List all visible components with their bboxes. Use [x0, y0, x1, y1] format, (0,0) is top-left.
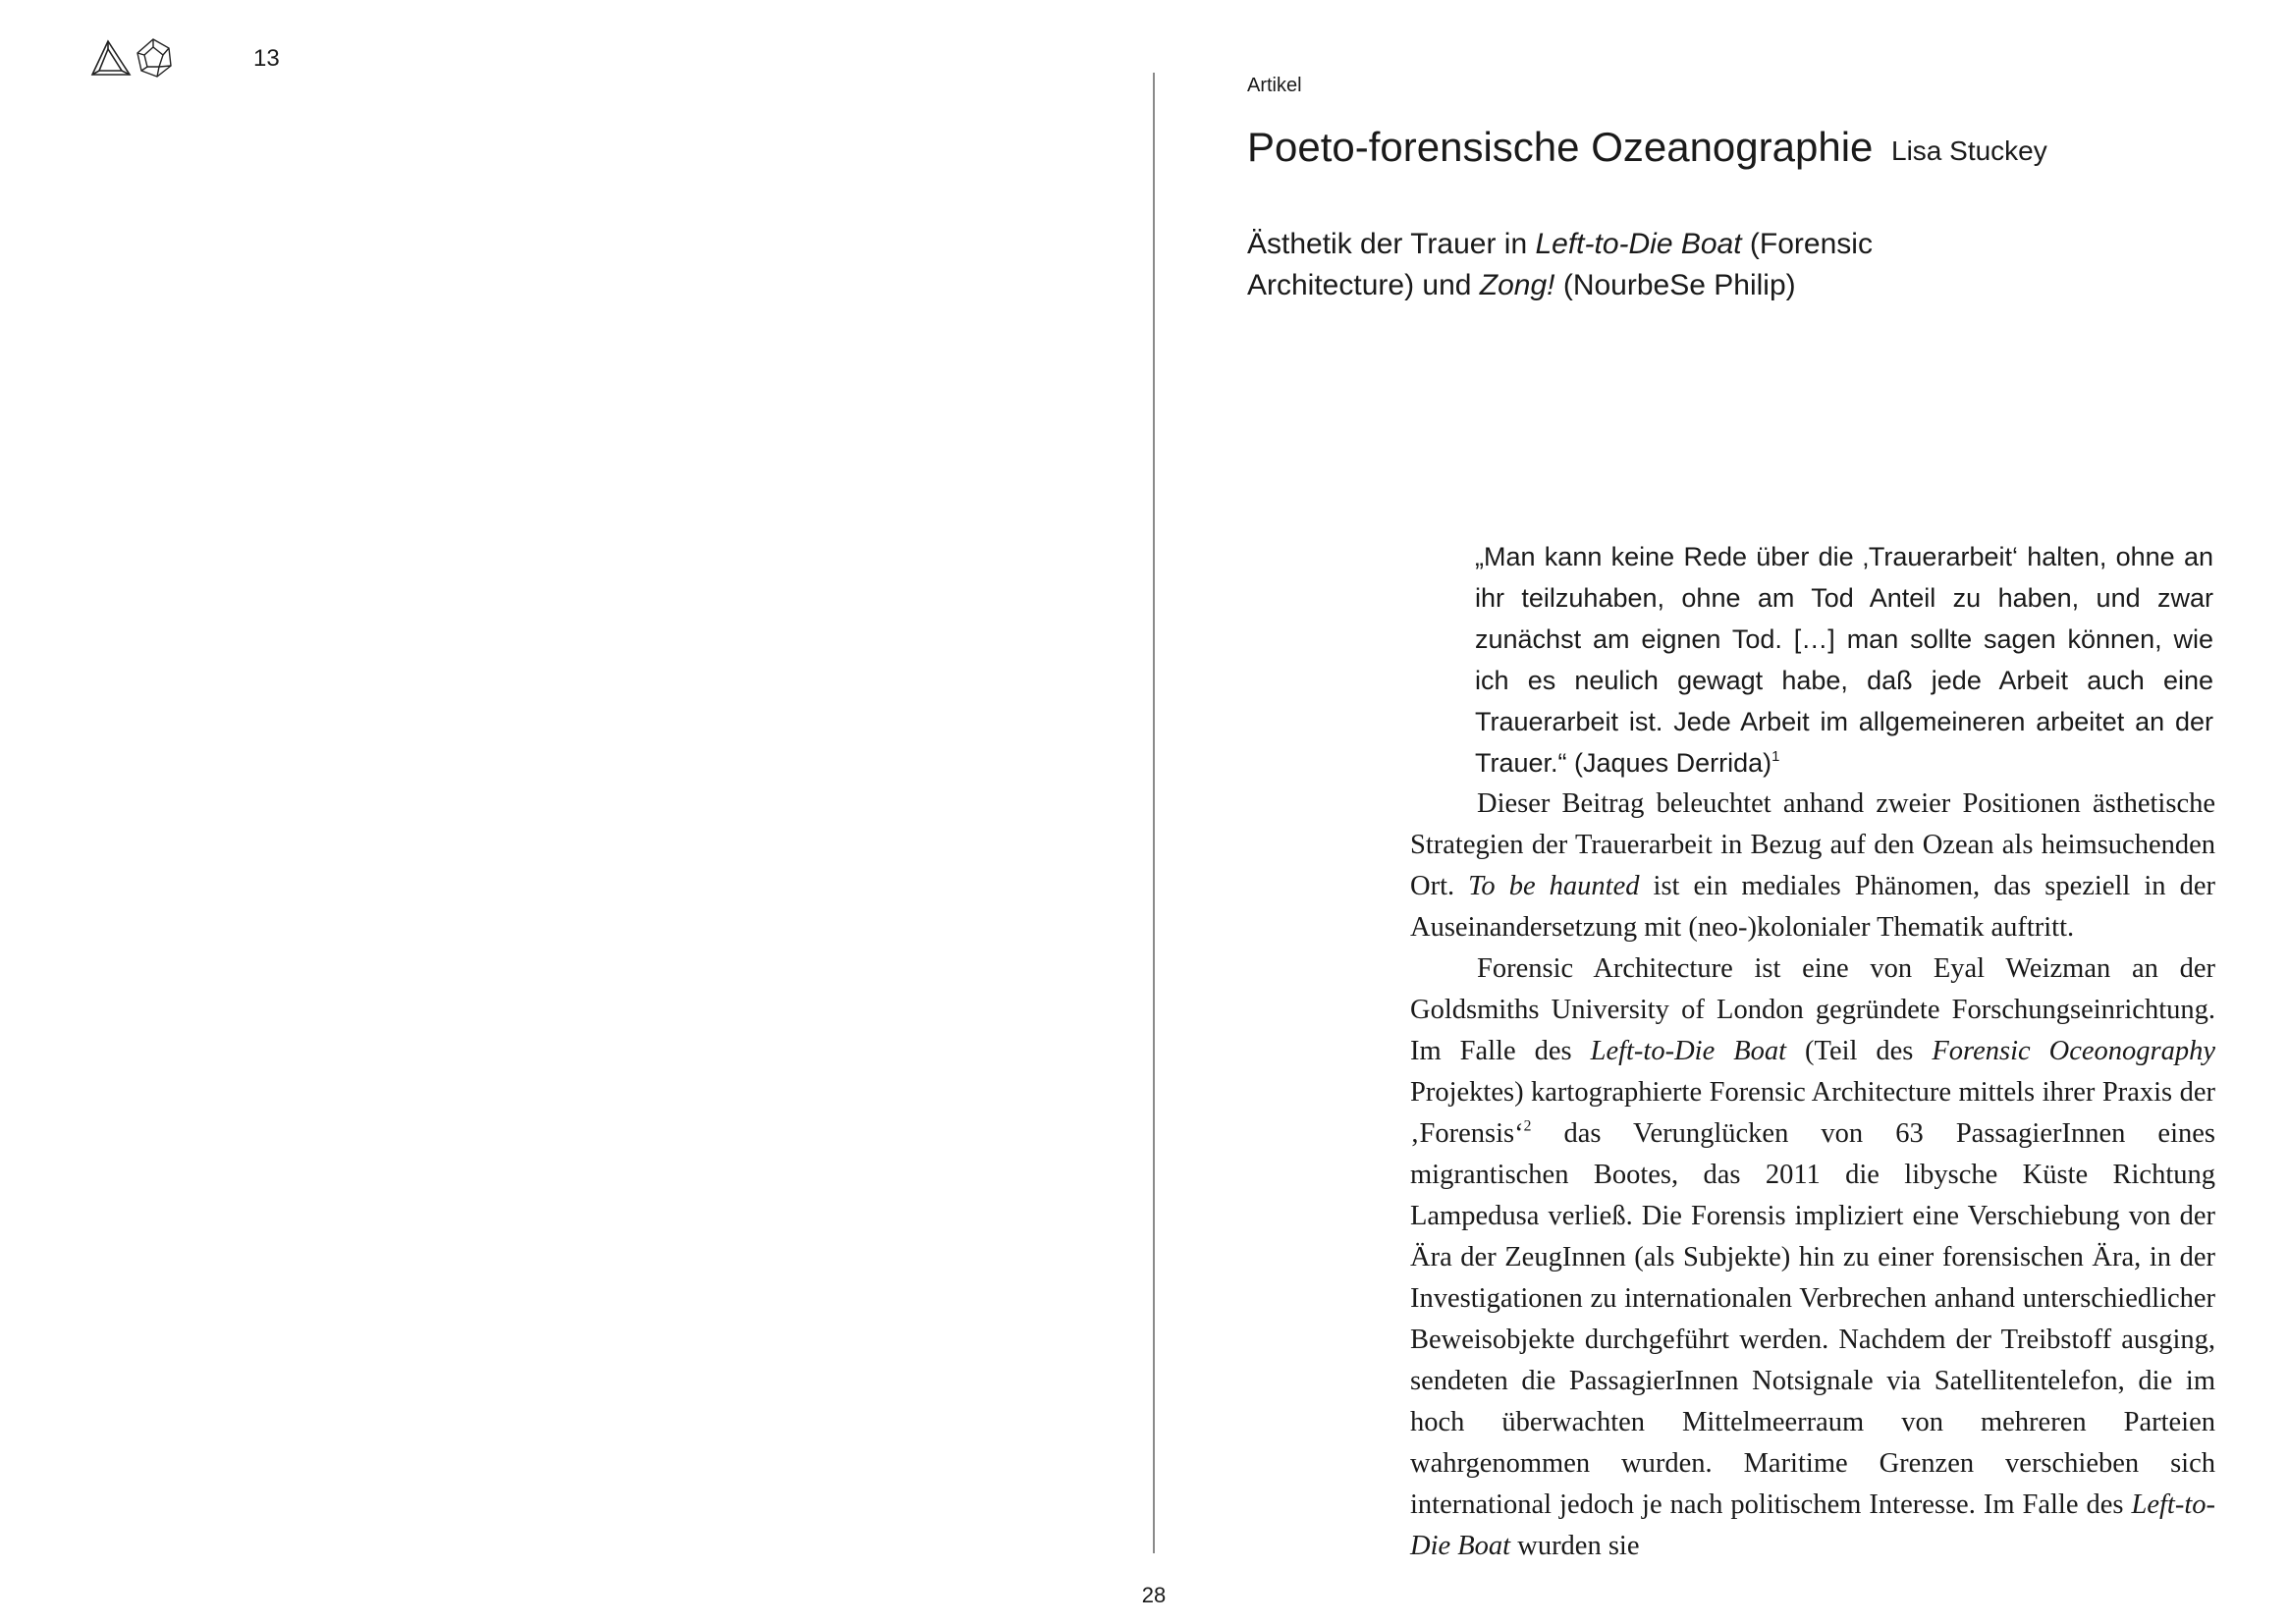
paragraph-text: (Teil des: [1786, 1036, 1933, 1066]
article-subtitle: [1247, 224, 1876, 306]
paragraph-text: Forensic Architecture ist eine von Eyal Weizman an der Goldsmiths University of London gegründete Forschungseinrichtung. Im Falle des: [1410, 953, 2215, 1066]
page-number: 28: [1141, 1583, 1167, 1607]
section-label: Artikel: [1247, 75, 1302, 96]
epigraph-text: „Man kann keine Rede über die ‚Trauerarbeit‘ halten, ohne an ihr teilzuhaben, ohne am Tod Anteil zu haben, und zwar zunächst am eignen Tod. […] man sollte sagen können, wie ich es neulich gewagt habe, daß jede Arbeit auch eine Trauerarbeit ist. Jede Arbeit im allgemeineren arbeitet an der Trauer.“ (Jaques Derrida): [1475, 542, 2213, 778]
work-title: Left-to-Die Boat: [1535, 228, 1742, 260]
paragraph-text: Projektes) kartographierte Forensic Architecture mittels ihrer Praxis der ‚Forensis‘: [1410, 1077, 2215, 1149]
journal-page-number: 13: [253, 45, 280, 72]
epigraph: [1475, 536, 2213, 784]
footnote-marker: 1: [1771, 748, 1780, 765]
emphasis-text: To be haunted: [1468, 871, 1640, 901]
footnote-marker: 2: [1523, 1117, 1532, 1135]
paragraph-text: das Verunglücken von 63 PassagierInnen eines migrantischen Bootes, das 2011 die libysche Küste Richtung Lampedusa verließ. Die Forensis impliziert eine Verschiebung von der Ära der ZeugInnen (als Subjekte) hin zu einer forensischen Ära, in der Investigationen zu internationalen Verbrechen anhand unterschiedlicher Beweisobjekte durchgeführt werden. Nachdem der Treibstoff ausging, sendeten die PassagierInnen Notsignale via Satellitentelefon, die im hoch überwachten Mittelmeerraum von mehreren Parteien wahrgenommen wurden. Maritime Grenzen verschieben sich international jedoch je nach politischem Interesse. Im Falle des: [1410, 1118, 2215, 1520]
work-title: Zong!: [1479, 269, 1555, 301]
triangle-outline-icon: [92, 41, 130, 75]
polyhedron-icon: [137, 39, 171, 77]
work-title: Left-to-Die Boat: [1410, 1489, 2215, 1561]
work-title: Left-to-Die Boat: [1590, 1036, 1787, 1066]
project-title: Forensic Oceonography: [1932, 1036, 2215, 1066]
subtitle-text: (Forensic Architecture) und: [1247, 228, 1873, 301]
article-title: Poeto-forensische Ozeanographie: [1247, 124, 1874, 170]
body-paragraph: [1410, 784, 2215, 948]
paragraph-text: wurden sie: [1510, 1531, 1640, 1561]
subtitle-text: (NourbeSe Philip): [1554, 269, 1796, 301]
body-paragraph: [1410, 948, 2215, 1567]
article-body: [1410, 784, 2215, 1567]
journal-logo: [90, 37, 175, 79]
author-name: Lisa Stuckey: [1891, 135, 2047, 166]
paragraph-text: ist ein mediales Phänomen, das speziell in der Auseinandersetzung mit (neo-)kolonialer Thematik auftritt.: [1410, 871, 2215, 943]
subtitle-text: Ästhetik der Trauer in: [1247, 228, 1536, 260]
paragraph-text: Dieser Beitrag beleuchtet anhand zweier Positionen ästhetische Strategien der Trauerarbeit in Bezug auf den Ozean als heimsuchenden Ort.: [1410, 788, 2215, 901]
page-divider: [1153, 73, 1155, 1553]
